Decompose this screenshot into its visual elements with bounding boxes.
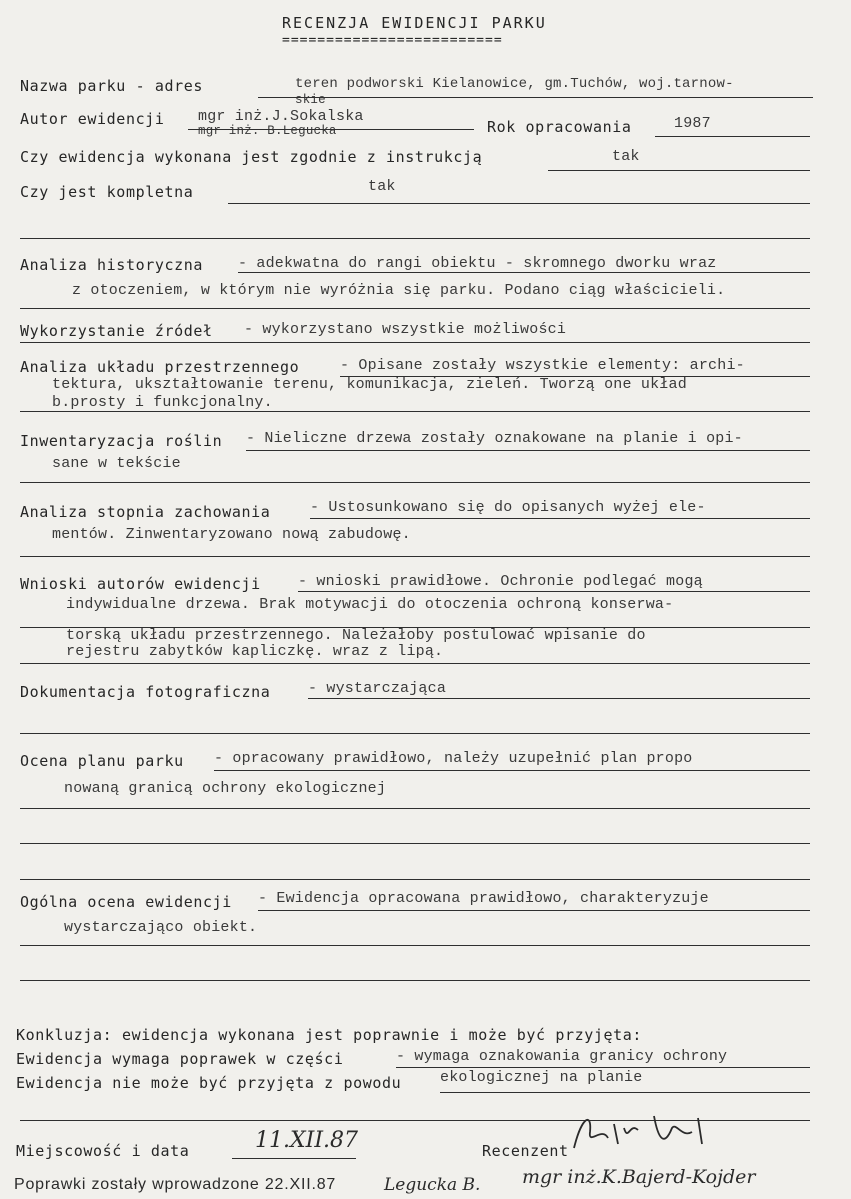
historyczna-value-2: z otoczeniem, w którym nie wyróżnia się parku. Podano ciąg właścicieli.: [72, 282, 726, 299]
wnioski-value-2: indywidualne drzewa. Brak motywacji do otoczenia ochroną konserwa-: [66, 596, 674, 613]
plan-value-2: nowaną granicą ochrony ekologicznej: [64, 780, 387, 797]
rule: [228, 203, 810, 204]
rule: [20, 980, 810, 981]
foto-value: - wystarczająca: [308, 680, 447, 697]
poprawki-signature: Legucka B.: [384, 1175, 481, 1195]
historyczna-value-1: - adekwatna do rangi obiektu - skromnego dworku wraz: [238, 255, 717, 272]
nazwa-value-cont: skie: [295, 93, 326, 107]
rok-label: Rok opracowania: [487, 118, 632, 136]
ogolna-value-1: - Ewidencja opracowana prawidłowo, charakteryzuje: [258, 890, 709, 907]
rule: [20, 342, 810, 343]
instrukcja-label: Czy ewidencja wykonana jest zgodnie z instrukcją: [20, 148, 483, 166]
uklad-value-2: tektura, ukształtowanie terenu, komunikacja, zieleń. Tworzą one układ: [52, 376, 687, 393]
ogolna-value-2: wystarczająco obiekt.: [64, 919, 258, 936]
rule: [396, 1067, 810, 1068]
wnioski-value-4: rejestru zabytków kapliczkę. wraz z lipą.: [66, 643, 444, 660]
plan-label: Ocena planu parku: [20, 752, 184, 770]
rok-value: 1987: [674, 115, 711, 132]
rosliny-label: Inwentaryzacja roślin: [20, 432, 223, 450]
reviewer-signature-icon: [568, 1108, 728, 1156]
rule: [188, 129, 474, 130]
wnioski-value-1: - wnioski prawidłowe. Ochronie podlegać mogą: [298, 573, 703, 590]
rule: [20, 879, 810, 880]
uklad-label: Analiza układu przestrzennego: [20, 358, 300, 376]
rule: [20, 733, 810, 734]
rule: [232, 1158, 356, 1159]
rule: [258, 910, 810, 911]
konkluzja-line-1: Konkluzja: ewidencja wykonana jest poprawnie i może być przyjęta:: [16, 1026, 642, 1044]
date-handwritten: 11.XII.87: [255, 1128, 359, 1153]
title-underline: =========================: [282, 33, 503, 48]
rule: [20, 945, 810, 946]
instrukcja-value: tak: [612, 148, 640, 165]
rule: [238, 272, 810, 273]
miejscowosc-label: Miejscowość i data: [16, 1142, 190, 1160]
rule: [655, 136, 810, 137]
rule: [214, 770, 810, 771]
autor-label: Autor ewidencji: [20, 110, 165, 128]
zrodel-value: - wykorzystano wszystkie możliwości: [244, 321, 567, 338]
rule: [20, 556, 810, 557]
rosliny-value-1: - Nieliczne drzewa zostały oznakowane na planie i opi-: [246, 430, 743, 447]
rule: [310, 518, 810, 519]
kompletna-value: tak: [368, 178, 396, 195]
konkluzja-line-2-value: - wymaga oznakowania granicy ochrony: [396, 1048, 728, 1065]
rule: [20, 308, 810, 309]
poprawki-note: Poprawki zostały wprowadzone 22.XII.87: [14, 1176, 337, 1193]
rule: [20, 238, 810, 239]
reviewer-name-handwritten: mgr inż.K.Bajerd-Kojder: [522, 1166, 756, 1188]
rule: [20, 482, 810, 483]
rule: [258, 97, 813, 98]
rosliny-value-2: sane w tekście: [52, 455, 181, 472]
konkluzja-line-3-label: Ewidencja nie może być przyjęta z powodu: [16, 1074, 402, 1092]
rule: [548, 170, 810, 171]
uklad-value-1: - Opisane zostały wszystkie elementy: archi-: [340, 357, 745, 374]
kompletna-label: Czy jest kompletna: [20, 183, 194, 201]
wnioski-value-3: torską układu przestrzennego. Należałoby postulować wpisanie do: [66, 627, 646, 644]
zachowanie-value-2: mentów. Zinwentaryzowano nową zabudowę.: [52, 526, 411, 543]
nazwa-label: Nazwa parku - adres: [20, 77, 203, 95]
wnioski-label: Wnioski autorów ewidencji: [20, 575, 261, 593]
rule: [440, 1092, 810, 1093]
rule: [246, 450, 810, 451]
recenzent-label: Recenzent: [482, 1142, 569, 1160]
zachowanie-label: Analiza stopnia zachowania: [20, 503, 271, 521]
zrodel-label: Wykorzystanie źródeł: [20, 322, 213, 340]
rule: [308, 698, 810, 699]
uklad-value-3: b.prosty i funkcjonalny.: [52, 394, 273, 411]
document-title: RECENZJA EWIDENCJI PARKU: [282, 14, 547, 32]
autor-value-2: mgr inż. B.Legucka: [198, 124, 337, 138]
nazwa-value: teren podworski Kielanowice, gm.Tuchów, woj.tarnow-: [295, 76, 734, 92]
rule: [20, 663, 810, 664]
foto-label: Dokumentacja fotograficzna: [20, 683, 271, 701]
konkluzja-line-2-label: Ewidencja wymaga poprawek w części: [16, 1050, 344, 1068]
rule: [20, 843, 810, 844]
konkluzja-line-3-value: ekologicznej na planie: [440, 1069, 643, 1086]
plan-value-1: - opracowany prawidłowo, należy uzupełnić plan propo: [214, 750, 693, 767]
rule: [20, 411, 810, 412]
autor-value-1: mgr inż.J.Sokalska: [198, 108, 364, 125]
ogolna-label: Ogólna ocena ewidencji: [20, 893, 232, 911]
rule: [298, 591, 810, 592]
historyczna-label: Analiza historyczna: [20, 256, 203, 274]
rule: [20, 808, 810, 809]
zachowanie-value-1: - Ustosunkowano się do opisanych wyżej ele-: [310, 499, 706, 516]
